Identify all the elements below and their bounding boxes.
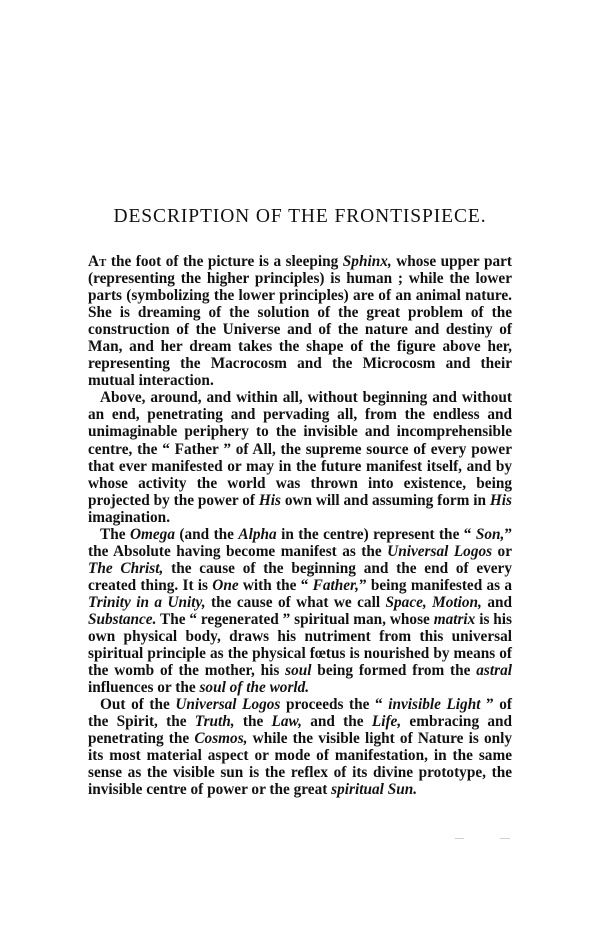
text-run: ” being manifested as a [358, 576, 512, 594]
italic-term: Father, [312, 576, 359, 594]
text-run: influences or the [88, 679, 200, 697]
text-run: ” the Absolute having become manifest as the [88, 525, 513, 560]
text-run: imagination. [88, 508, 171, 526]
text-run: and the [302, 713, 372, 731]
italic-term: soul [285, 662, 312, 680]
text-run: being formed from the [311, 662, 477, 680]
drop-lead-word: At [88, 253, 107, 270]
italic-term: Truth, [194, 713, 235, 731]
text-run: whose upper part (representing the higher principles) is human ; while the lower parts (symbolizing the lower principles) are of an animal nature. She is dreaming of the solution of the great problem of the construction of the Universe and of the nature and destiny of Man, and her dream takes the shape of the figure above her, representing the Macrocosm and the Microcosm and their mutual interaction. [88, 253, 512, 390]
italic-term: astral [476, 662, 512, 680]
italic-term: Sphinx, [342, 253, 392, 270]
text-run: or [492, 542, 512, 560]
italic-term: Cosmos, [194, 730, 248, 748]
scan-mark [455, 838, 464, 839]
text-run: the cause of the beginning and the end of every created thing. It is [88, 559, 512, 594]
text-run: own will and assuming form in [280, 491, 490, 509]
paragraph-father [88, 389, 512, 525]
text-run: The [100, 525, 130, 543]
text-run: is his own physical body, draws his nutriment from this universal spiritual principle as the physical fœtus is nourished by means of the womb of the mother, his [88, 610, 512, 680]
text-run: while the visible light of Nature is only its most material aspect or mode of manifestation, in the same sense as the visible sun is the reflex of its divine prototype, the invisible centre of power or the great [88, 730, 512, 799]
italic-term: soul of the world. [199, 679, 310, 697]
body-text [88, 253, 512, 799]
paragraph-sphinx [88, 253, 512, 389]
italic-term: invisible Light [388, 696, 481, 714]
italic-term: Substance. [88, 610, 157, 628]
italic-term: Law, [271, 713, 302, 731]
paragraph-logos [88, 696, 512, 798]
text-run: Above, around, and within all, without beginning and without an end, penetrating and pervading all, from the endless and unimaginable periphery to the invisible and incomprehensible centre, the “ Father ” of All, the supreme source of every power that ever manifested or may in the future manifest itself, and by whose activity the world was thrown into existence, being projected by the power of [88, 389, 512, 509]
text-run: in the centre) represent the “ [276, 525, 476, 543]
italic-term: Son, [475, 525, 505, 543]
text-run: the cause of what we call [205, 593, 386, 611]
italic-term: Life, [371, 713, 402, 731]
text-run: the foot of the picture is a sleeping [106, 253, 343, 270]
italic-term: His [489, 491, 512, 509]
italic-term: Universal Logos [175, 696, 281, 714]
page-title: DESCRIPTION OF THE FRONTISPIECE. [113, 206, 487, 227]
text-run: embracing and penetrating the [88, 713, 513, 748]
italic-term: Alpha [238, 525, 277, 543]
italic-term: Omega [129, 525, 175, 543]
italic-term: Trinity in a Unity, [88, 593, 206, 611]
italic-term: Space, Motion, [385, 593, 482, 611]
text-run: proceeds the “ [280, 696, 389, 714]
text-run: (and the [174, 525, 239, 543]
italic-term: matrix [433, 610, 476, 628]
paragraph-omega [88, 526, 512, 696]
text-run: and [481, 593, 512, 611]
italic-term: Universal Logos [387, 542, 493, 560]
text-run: ” of the Spirit, the [88, 696, 513, 731]
italic-term: His [258, 491, 281, 509]
text-run: the [234, 713, 272, 731]
italic-term: The Christ, [88, 559, 164, 577]
text-run: with the “ [238, 576, 313, 594]
scan-mark [500, 838, 510, 839]
italic-term: One [212, 576, 239, 594]
text-run: Out of the [100, 696, 176, 714]
text-run: The “ regenerated ” spiritual man, whose [156, 610, 434, 628]
italic-term: spiritual Sun. [331, 781, 418, 799]
